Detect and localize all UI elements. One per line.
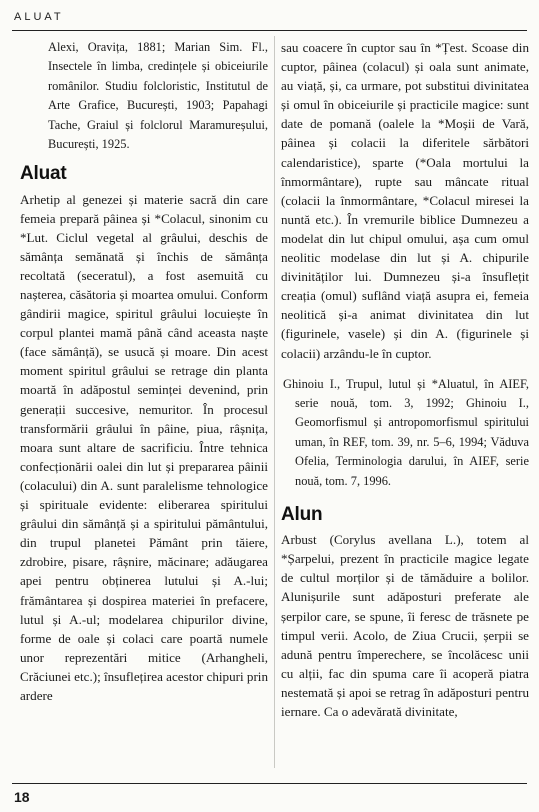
entry-body-alun: Arbust (Corylus avellana L.), totem al *Șarpelui, prezent în practicile magice legate de cultul morților și de tămăduire a bolilor. Alunișurile sunt adăposturi preferate ale șerpilor care, se spune, îi feresc de trăsnete pe timpul verii. Acolo, de Ziua Crucii, șerpii se adună pentru împerechere, se încolăcesc unii cu alții, fac din spuma care îi acoperă piatra nestemată și apoi se retrag în adăposturi pentru iernare. Ca o adevărată divinitate, — [281, 532, 529, 719]
page-number: 18 — [14, 789, 30, 805]
footer-rule — [12, 783, 527, 784]
left-column — [20, 38, 268, 705]
bibliography-aluat: Ghinoiu I., Trupul, lutul și *Aluatul, în AIEF, serie nouă, tom. 3, 1992; Ghinoiu I., Geomorfismul și antropomorfismul spiritului uman, în REF, tom. 39, nr. 5–6, 1994; Văduva Ofelia, Terminologia darului, în AIEF, serie nouă, tom. 7, 1996. — [283, 376, 529, 488]
entry-body-aluat: Arhetip al genezei și materie sacră din care femeia prepară pâinea și *Colacul, sinonim cu *Lut. Ciclul vegetal al grâului, deschis de sămânța semănată și închis de sămânța recoltată (seceratul), a fost asemuită cu nașterea, căsătoria și moartea omului. Conform gândirii magice, spiritul grâului locuiește în corpul plantei mamă până când aceasta naște (face sămânță), se usucă și moare. Din acest moment spiritul grâului se retrage din planta moartă în adăpostul seminței devenind, prin generații succesive, nemuritor. În procesul transformării grâului în pâine, piua, râșnița, moara sunt altare de sacrificiu. Între tehnica confecționării oalei din lut și prepararea pâinii (colacului) din A. sunt paralelisme tehnologice și spirituale evidente: eliberarea spiritului grâului din sămânță și a spiritului pământului, din trupul planetei Pământ prin tăiere, zdrobire, pisare, râșnire, măcinare; adăugarea apei pentru obținerea lutului și A.-lui; frământarea și dospirea materiei în prefacere, lutul și A.-ul; modelarea chipurilor divine, forme de oale și colaci care poartă numele unor reprezentări mitice (Arhangheli, Crăciunei etc.); însuflețirea acestor chipuri prin ardere — [20, 191, 268, 703]
entry-body-aluat-continued: sau coacere în cuptor sau în *Țest. Scoase din cuptor, pâinea (colacul) și oala sunt animate, au viață, și, ca urmare, pot substitui divinitatea și omul în obiceiurile și practicile magice: sunt date de pomană (oalele la *Moșii de Vară, pâinea și colacii la diferitele sărbători calendaristice), sparte (*Oala mortului la înmormântare), rupte sau mâncate ritual (colacii la înmormântare, *Colacul miresei la nuntă etc.). În vremurile biblice Dumnezeu a modelat din lut chipul omului, așa cum omul neolitic modelase din lut și A. chipurile divinităților lui. Dumnezeu și-a însuflețit creația (omul) suflând viață asupra ei, femeia neolitică și-a animat divinitatea din lut (figurinele, vasele) și din A. (figurinele și colacii) arzându-le în cuptor. — [281, 40, 529, 361]
entry-heading-alun: Alun — [281, 504, 323, 526]
running-head: ALUAT — [14, 11, 64, 23]
column-divider — [274, 36, 275, 768]
entry-heading-aluat: Aluat — [20, 163, 67, 185]
header-rule — [12, 30, 527, 31]
right-column — [281, 38, 529, 721]
bibliography-continued: Alexi, Oravița, 1881; Marian Sim. Fl., Insectele în limba, credințele și obiceiurile românilor. Studiu folcloristic, Institutul de Arte Grafice, București, 1903; Papahagi Tache, Graiul și folclorul Maramureșului, București, 1925. — [48, 40, 268, 152]
